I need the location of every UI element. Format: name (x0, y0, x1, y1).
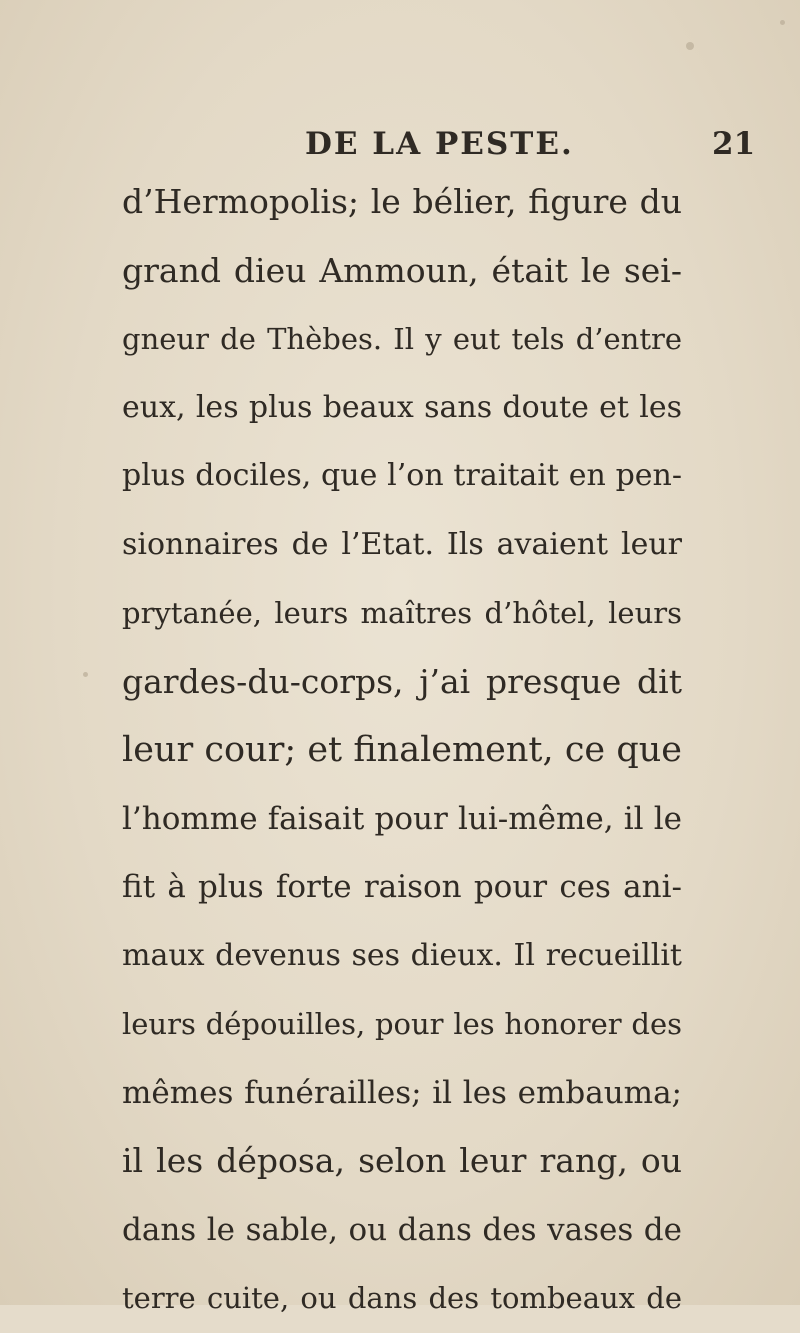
text-line: dans le sable, ou dans des vases de (122, 1211, 682, 1248)
text-line: leur cour; et finalement, ce que (122, 730, 682, 770)
text-line: leurs dépouilles, pour les honorer des (122, 1007, 682, 1041)
paper-speck (686, 42, 694, 50)
text-line: eux, les plus beaux sans doute et les (122, 389, 682, 425)
text-line: gardes-du-corps, j’ai presque dit (122, 661, 682, 701)
page-header (0, 126, 800, 166)
text-line: terre cuite, ou dans des tombeaux de (122, 1281, 682, 1315)
text-line: d’Hermopolis; le bélier, figure du (122, 182, 682, 221)
body-text (122, 168, 682, 1333)
text-line: prytanée, leurs maîtres d’hôtel, leurs (122, 596, 682, 630)
paper-speck (83, 672, 88, 677)
text-line: sionnaires de l’Etat. Ils avaient leur (122, 526, 682, 562)
text-line: gneur de Thèbes. Il y eut tels d’entre (122, 322, 682, 356)
text-line: grand dieu Ammoun, était le sei- (122, 250, 682, 290)
text-line: l’homme faisait pour lui-même, il le (122, 800, 682, 837)
page-number: 21 (712, 126, 756, 162)
running-title: DE LA PESTE. (305, 126, 574, 162)
paper-speck (780, 20, 785, 25)
text-line: il les déposa, selon leur rang, ou (122, 1141, 682, 1180)
text-line: mêmes funérailles; il les embauma; (122, 1074, 682, 1111)
text-line: plus dociles, que l’on traitait en pen- (122, 458, 682, 493)
text-line: fit à plus forte raison pour ces ani- (122, 869, 682, 905)
text-line: maux devenus ses dieux. Il recueillit (122, 937, 682, 973)
